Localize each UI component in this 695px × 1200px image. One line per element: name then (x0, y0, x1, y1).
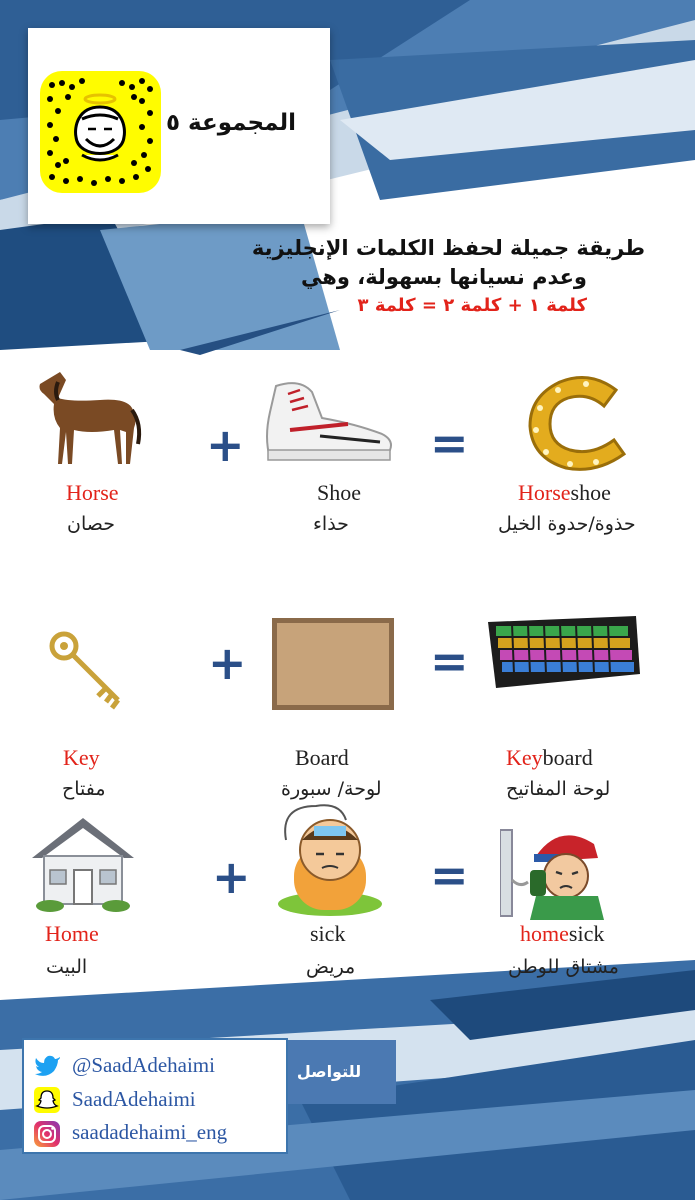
intro-line-2: وعدم نسيانها بسهولة، وهي (301, 265, 587, 289)
board-icon (272, 618, 394, 710)
word1-en-row2: Key (63, 745, 100, 770)
instagram-icon (34, 1121, 60, 1147)
twitter-handle[interactable]: @SaadAdehaimi (72, 1053, 215, 1077)
word1-en-row3: Home (45, 921, 99, 946)
word2-en-row3: sick (310, 921, 346, 946)
homesick-boy-icon (500, 826, 608, 920)
result-en-row2: Keyboard (506, 745, 593, 770)
instagram-handle[interactable]: saadadehaimi_eng (72, 1120, 228, 1144)
horse-icon (30, 368, 145, 468)
equals-sign: = (430, 634, 469, 688)
word2-en-row1: Shoe (317, 480, 361, 505)
result-ar-row3: مشتاق للوطن (508, 956, 619, 978)
keyboard-icon (482, 614, 642, 690)
plus-sign: + (208, 636, 247, 690)
plus-sign: + (206, 418, 245, 472)
group-title: المجموعة ٥ (166, 110, 297, 136)
result-ar-row2: لوحة المفاتيح (506, 778, 611, 800)
result-en-row3: homesick (520, 921, 605, 946)
plus-sign: + (212, 850, 251, 904)
intro-line-1: طريقة جميلة لحفظ الكلمات الإنجليزية (251, 236, 645, 260)
result-en-row1: Horseshoe (518, 480, 611, 505)
word1-ar-row1: حصان (67, 513, 115, 535)
equals-sign: = (430, 848, 469, 902)
word2-ar-row3: مريض (306, 956, 356, 978)
house-icon (28, 814, 138, 912)
word1-ar-row2: مفتاح (62, 778, 106, 800)
twitter-icon (34, 1053, 62, 1077)
contact-box (22, 1038, 288, 1154)
word1-ar-row3: البيت (46, 956, 88, 978)
snapchat-icon (34, 1087, 60, 1113)
equals-sign: = (430, 416, 469, 470)
horseshoe-icon (520, 370, 638, 474)
sick-person-icon (276, 800, 384, 916)
contact-tab: للتواصل (262, 1040, 396, 1104)
word2-ar-row1: حذاء (313, 513, 349, 535)
snapchat-handle[interactable]: SaadAdehaimi (72, 1087, 196, 1111)
key-icon (48, 630, 128, 712)
formula-line: كلمة ١ + كلمة ٢ = كلمة ٣ (357, 295, 587, 316)
snapcode-icon (38, 69, 163, 195)
word1-en-row1: Horse (66, 480, 119, 505)
shoe-icon (260, 378, 398, 466)
word2-en-row2: Board (295, 745, 349, 770)
word2-ar-row2: لوحة/ سبورة (281, 778, 382, 800)
result-ar-row1: حذوة/حدوة الخيل (498, 513, 636, 535)
